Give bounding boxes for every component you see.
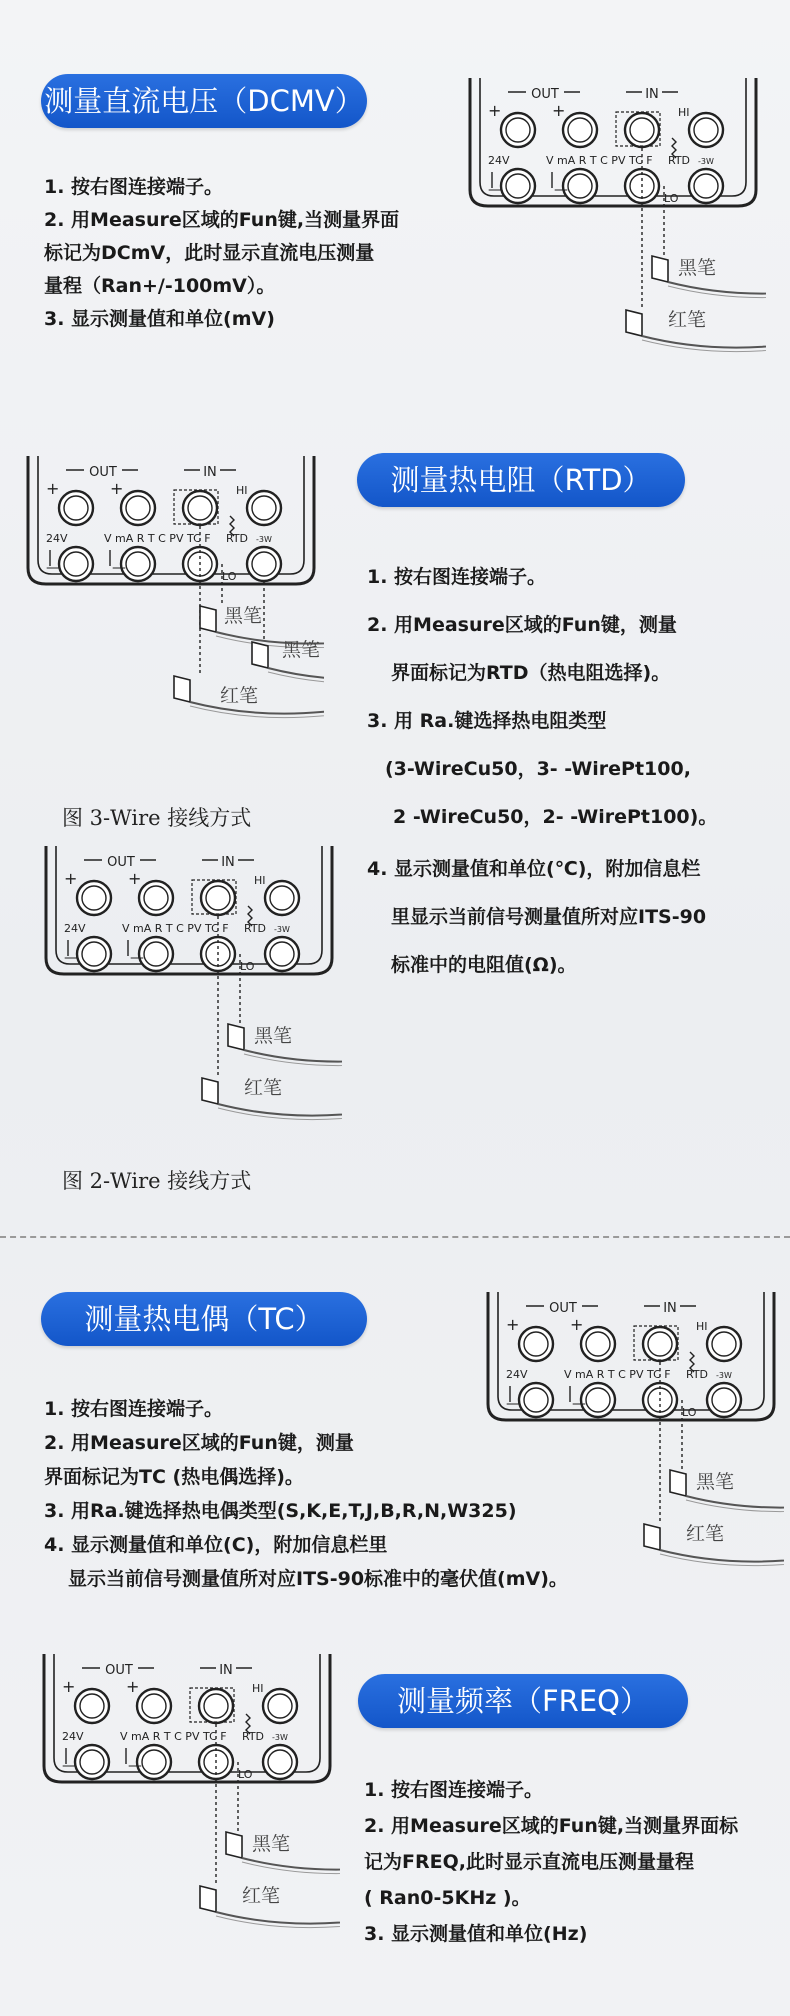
section-title-rtd: 测量热电阻（RTD） [357,453,685,507]
minus-sign: — [64,950,78,966]
plus-sign: + [128,869,142,888]
rtd-2wire-terminal-diagram [42,846,342,1146]
freq-line-1: 1. 按右图连接端子。 [364,1779,544,1801]
label-vtcf: V TC F [618,154,653,167]
label-vtcf: V TC F [636,1368,671,1381]
caption-3wire: 图 3-Wire 接线方式 [62,806,252,830]
red-pen-label: 红笔 [668,309,707,331]
label-vma: V mA R T C P [564,1368,636,1381]
label-in: IN [203,465,217,480]
dcmv-instructions [44,171,399,336]
black-pen-label: 黑笔 [696,1471,735,1493]
minus-sign: — [112,560,126,576]
label-hi: HI [252,1682,264,1695]
label-vma: V mA R T C P [546,154,618,167]
label-out: OUT [107,855,135,870]
tc-line-5: 4. 显示测量值和单位(C)，附加信息栏里 [44,1534,388,1556]
minus-sign: — [130,950,144,966]
tc-line-2: 2. 用Measure区域的Fun键，测量 [44,1432,354,1454]
label-24v: 24V [506,1368,528,1381]
label-hi: HI [254,874,266,887]
label-out: OUT [105,1663,133,1678]
label-rtd: RTD [244,922,267,935]
label-rtd-sub: -3W [698,157,714,166]
tc-line-1: 1. 按右图连接端子。 [44,1398,224,1420]
label-rtd-sub: -3W [274,925,290,934]
freq-instructions [364,1772,738,1952]
plus-sign: + [126,1677,140,1696]
label-in: IN [221,855,235,870]
label-24v: 24V [62,1730,84,1743]
black-pen-label: 黑笔 [678,257,717,279]
label-rtd: RTD [668,154,691,167]
label-24v: 24V [46,532,68,545]
minus-sign: — [62,1758,76,1774]
label-vtcf: V TC F [194,922,229,935]
section-title-tc: 测量热电偶（TC） [41,1292,367,1346]
label-vtcf: V TC F [176,532,211,545]
label-vtcf: V TC F [192,1730,227,1743]
minus-sign: — [46,560,60,576]
rtd-line-6: 2 -WireCu50，2- -WirePt100)。 [393,806,718,828]
rtd-line-8: 里显示当前信号测量值所对应ITS-90 [391,906,707,928]
minus-sign: — [128,1758,142,1774]
rtd-line-5: (3-WireCu50，3- -WirePt100, [385,758,691,780]
dcmv-line-4: 量程（Ran+/-100mV）。 [44,275,276,297]
dcmv-line-3: 标记为DCmV，此时显示直流电压测量 [44,242,375,264]
black-pen-label: 黑笔 [224,605,263,627]
label-hi: HI [236,484,248,497]
black-pen-label-2: 黑笔 [282,639,321,661]
freq-terminal-diagram [40,1654,340,1954]
dcmv-line-1: 1. 按右图连接端子。 [44,176,224,198]
label-lo: LO [222,570,237,583]
tc-line-4: 3. 用Ra.键选择热电偶类型(S,K,E,T,J,B,R,N,W325) [44,1500,517,1522]
rtd-line-4: 3. 用 Ra.键选择热电阻类型 [367,710,607,732]
label-vma: V mA R T C P [120,1730,192,1743]
black-pen-label: 黑笔 [252,1833,291,1855]
freq-line-4: ( Ran0-5KHz )。 [364,1887,531,1909]
freq-line-3: 记为FREQ,此时显示直流电压测量量程 [364,1851,694,1873]
red-pen-label: 红笔 [242,1885,281,1907]
plus-sign: + [488,101,502,120]
rtd-line-2: 2. 用Measure区域的Fun键，测量 [367,614,677,636]
label-vma: V mA R T C P [122,922,194,935]
label-rtd-sub: -3W [272,1733,288,1742]
section-title-freq: 测量频率（FREQ） [358,1674,688,1728]
label-hi: HI [678,106,690,119]
rtd-instructions [367,562,717,998]
black-pen-label: 黑笔 [254,1025,293,1047]
freq-line-2: 2. 用Measure区域的Fun键,当测量界面标 [364,1815,739,1837]
rtd-line-7: 4. 显示测量值和单位(℃)，附加信息栏 [367,858,701,880]
red-pen-label: 红笔 [244,1077,283,1099]
rtd-line-9: 标准中的电阻值(Ω)。 [391,954,577,976]
label-rtd: RTD [242,1730,265,1743]
minus-sign: — [506,1396,520,1412]
label-24v: 24V [488,154,510,167]
label-lo: LO [664,192,679,205]
label-out: OUT [549,1301,577,1316]
plus-sign: + [64,869,78,888]
label-out: OUT [531,87,559,102]
dcmv-terminal-diagram [466,78,766,378]
plus-sign: + [552,101,566,120]
minus-sign: — [488,182,502,198]
section-divider [0,1236,790,1238]
rtd-3wire-terminal-diagram [24,456,324,756]
minus-sign: — [572,1396,586,1412]
label-vma: V mA R T C P [104,532,176,545]
freq-line-5: 3. 显示测量值和单位(Hz) [364,1923,588,1945]
label-rtd-sub: -3W [716,1371,732,1380]
label-rtd: RTD [226,532,249,545]
label-in: IN [219,1663,233,1678]
plus-sign: + [62,1677,76,1696]
label-hi: HI [696,1320,708,1333]
plus-sign: + [46,479,60,498]
minus-sign: — [554,182,568,198]
red-pen-label: 红笔 [686,1523,725,1545]
plus-sign: + [506,1315,520,1334]
section-title-dcmv: 测量直流电压（DCMV） [41,74,367,128]
dcmv-line-5: 3. 显示测量值和单位(mV) [44,308,275,330]
tc-line-6: 显示当前信号测量值所对应ITS-90标准中的毫伏值(mV)。 [68,1568,568,1590]
label-out: OUT [89,465,117,480]
red-pen-label: 红笔 [220,685,259,707]
dcmv-line-2: 2. 用Measure区域的Fun键,当测量界面 [44,209,400,231]
caption-2wire: 图 2-Wire 接线方式 [62,1169,252,1193]
label-in: IN [645,87,659,102]
label-in: IN [663,1301,677,1316]
label-rtd: RTD [686,1368,709,1381]
tc-line-3: 界面标记为TC (热电偶选择)。 [44,1466,304,1488]
label-24v: 24V [64,922,86,935]
plus-sign: + [570,1315,584,1334]
label-lo: LO [682,1406,697,1419]
label-rtd-sub: -3W [256,535,272,544]
label-lo: LO [238,1768,253,1781]
label-lo: LO [240,960,255,973]
rtd-line-3: 界面标记为RTD（热电阻选择)。 [391,662,671,684]
plus-sign: + [110,479,124,498]
rtd-line-1: 1. 按右图连接端子。 [367,566,547,588]
tc-terminal-diagram [484,1292,784,1592]
